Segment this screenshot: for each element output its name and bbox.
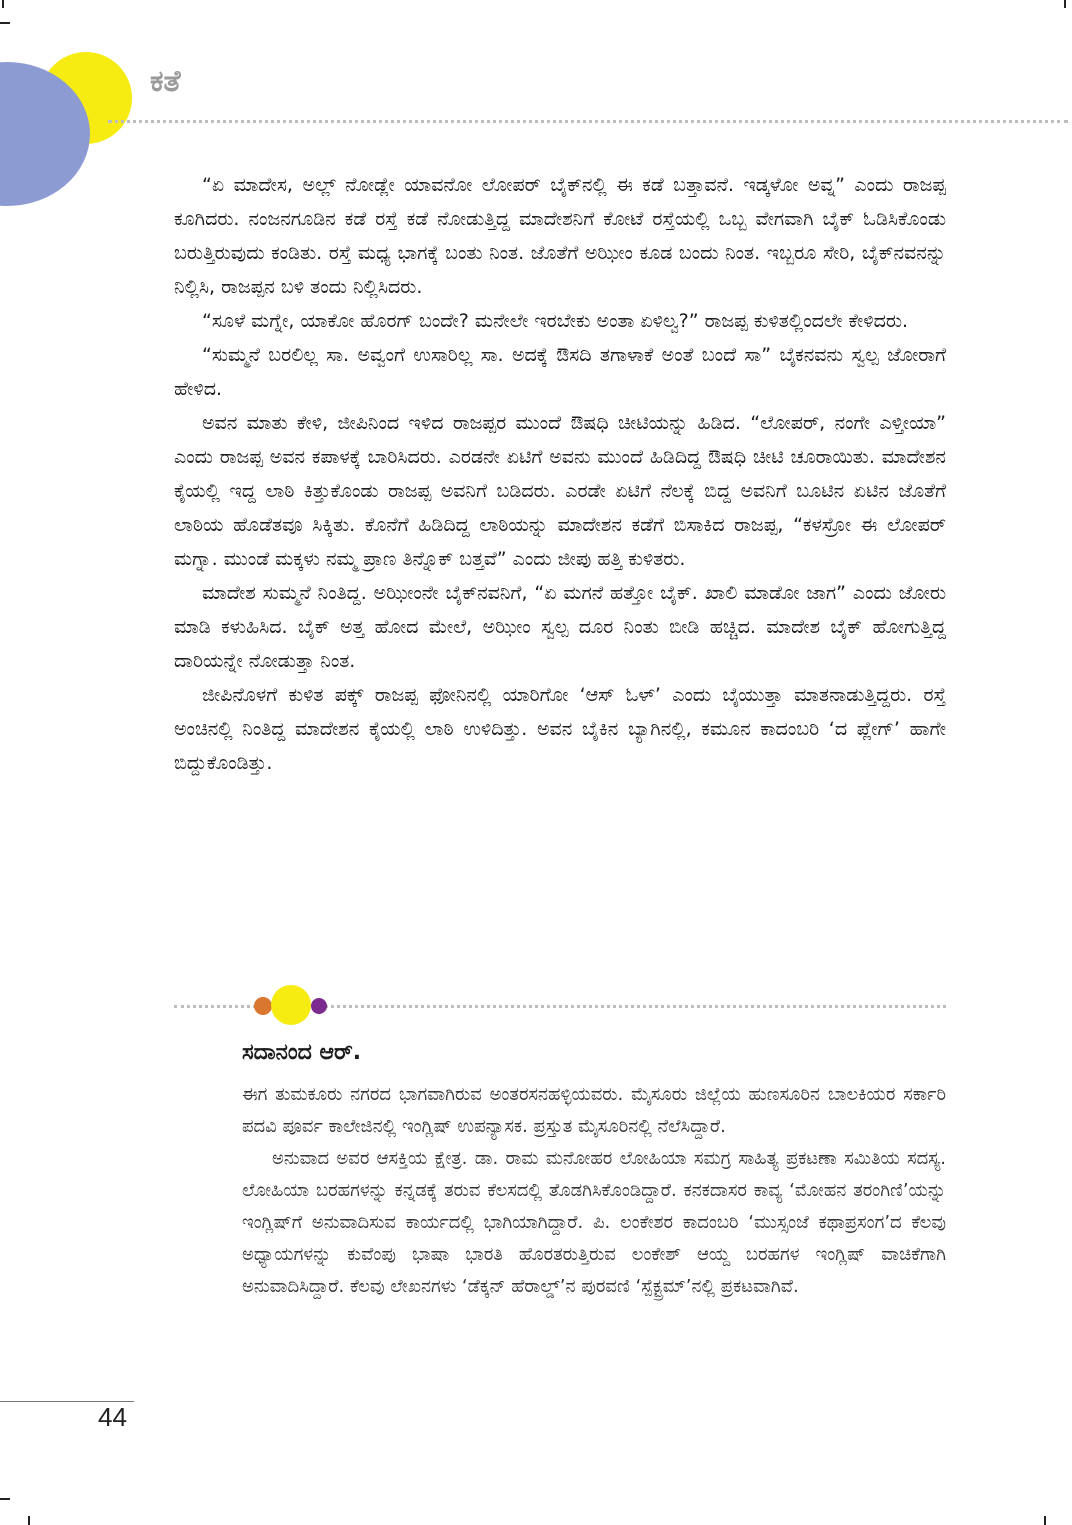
crop-mark: [0, 22, 10, 24]
crop-mark: [1064, 0, 1066, 8]
divider-dot-orange: [254, 997, 272, 1015]
story-body: [174, 168, 946, 780]
story-paragraph: “ಏ ಮಾದೇಸ, ಅಲ್ಲ್ ನೋಡ್ಲೇ ಯಾವನೋ ಲೋಪರ್ ಬೈಕ್‌ನಲ್ಲಿ ಈ ಕಡೆ ಬತ್ತಾವನೆ. ಇಡ್ಕಳೋ ಅವ್ನ” ಎಂದು ರಾಜಪ್ಪ ಕೂಗಿದರು. ನಂಜನಗೂಡಿನ ಕಡೆ ರಸ್ತೆ ಕಡೆ ನೋಡುತ್ತಿದ್ದ ಮಾದೇಶನಿಗೆ ಕೋಟೆ ರಸ್ತೆಯಲ್ಲಿ ಒಬ್ಬ ವೇಗವಾಗಿ ಬೈಕ್ ಓಡಿಸಿಕೊಂಡು ಬರುತ್ತಿರುವುದು ಕಂಡಿತು. ರಸ್ತೆ ಮಧ್ಯ ಭಾಗಕ್ಕೆ ಬಂತು ನಿಂತ. ಜೊತೆಗೆ ಅಝೀಂ ಕೂಡ ಬಂದು ನಿಂತ. ಇಬ್ಬರೂ ಸೇರಿ, ಬೈಕ್‌ನವನನ್ನು ನಿಲ್ಲಿಸಿ, ರಾಜಪ್ಪನ ಬಳಿ ತಂದು ನಿಲ್ಲಿಸಿದರು.: [174, 174, 946, 298]
divider-dot-purple: [311, 998, 327, 1014]
crop-mark: [0, 1498, 10, 1500]
author-paragraph: ಅನುವಾದ ಅವರ ಆಸಕ್ತಿಯ ಕ್ಷೇತ್ರ. ಡಾ. ರಾಮ ಮನೋಹರ ಲೋಹಿಯಾ ಸಮಗ್ರ ಸಾಹಿತ್ಯ ಪ್ರಕಟಣಾ ಸಮಿತಿಯ ಸದಸ್ಯ. ಲೋಹಿಯಾ ಬರಹಗಳನ್ನು ಕನ್ನಡಕ್ಕೆ ತರುವ ಕೆಲಸದಲ್ಲಿ ತೊಡಗಿಸಿಕೊಂಡಿದ್ದಾರೆ. ಕನಕದಾಸರ ಕಾವ್ಯ ‘ಮೋಹನ ತರಂಗಿಣಿ’ಯನ್ನು ಇಂಗ್ಲಿಷ್‌ಗೆ ಅನುವಾದಿಸುವ ಕಾರ್ಯದಲ್ಲಿ ಭಾಗಿಯಾಗಿದ್ದಾರೆ. ಪಿ. ಲಂಕೇಶರ ಕಾದಂಬರಿ ‘ಮುಸ್ಸಂಜೆ ಕಥಾಪ್ರಸಂಗ’ದ ಕೆಲವು ಅಧ್ಯಾಯಗಳನ್ನು ಕುವೆಂಪು ಭಾಷಾ ಭಾರತಿ ಹೊರತರುತ್ತಿರುವ ಲಂಕೇಶ್ ಆಯ್ದ ಬರಹಗಳ ಇಂಗ್ಲಿಷ್ ವಾಚಿಕೆಗಾಗಿ ಅನುವಾದಿಸಿದ್ದಾರೆ. ಕೆಲವು ಲೇಖನಗಳು ‘ಡೆಕ್ಕನ್ ಹೆರಾಲ್ಡ್’ನ ಪುರವಣಿ ‘ಸ್ಪೆಕ್ಟ್ರಮ್’ನಲ್ಲಿ ಪ್ರಕಟವಾಗಿವೆ.: [242, 1148, 946, 1297]
author-paragraph: ಈಗ ತುಮಕೂರು ನಗರದ ಭಾಗವಾಗಿರುವ ಅಂತರಸನಹಳ್ಳಿಯವರು. ಮೈಸೂರು ಜಿಲ್ಲೆಯ ಹುಣಸೂರಿನ ಬಾಲಕಿಯರ ಸರ್ಕಾರಿ ಪದವಿ ಪೂರ್ವ ಕಾಲೇಜಿನಲ್ಲಿ ಇಂಗ್ಲಿಷ್ ಉಪನ್ಯಾಸಕ. ಪ್ರಸ್ತುತ ಮೈಸೂರಿನಲ್ಲಿ ನೆಲೆಸಿದ್ದಾರೆ.: [242, 1084, 946, 1137]
crop-mark: [1044, 1516, 1046, 1525]
story-paragraph: ಜೀಪಿನೊಳಗೆ ಕುಳಿತ ಪಕ್ಕ್ ರಾಜಪ್ಪ ಫೋನಿನಲ್ಲಿ ಯಾರಿಗೋ ‘ಆಸ್ ಓಳ್’ ಎಂದು ಬೈಯುತ್ತಾ ಮಾತನಾಡುತ್ತಿದ್ದರು. ರಸ್ತೆ ಅಂಚಿನಲ್ಲಿ ನಿಂತಿದ್ದ ಮಾದೇಶನ ಕೈಯಲ್ಲಿ ಲಾಠಿ ಉಳಿದಿತ್ತು. ಅವನ ಬೈಕಿನ ಬ್ಯಾಗಿನಲ್ಲಿ, ಕಮೂನ ಕಾದಂಬರಿ ‘ದ ಪ್ಲೇಗ್’ ಹಾಗೇ ಬಿದ್ದುಕೊಂಡಿತ್ತು.: [174, 684, 946, 774]
section-title: ಕತೆ: [150, 64, 181, 99]
story-paragraph: “ಸೂಳೆ ಮಗ್ನೇ, ಯಾಕೋ ಹೊರಗ್ ಬಂದೇ? ಮನೇಲೇ ಇರಬೇಕು ಅಂತಾ ಏಳಿಲ್ವ?” ರಾಜಪ್ಪ ಕುಳಿತಲ್ಲಿಂದಲೇ ಕೇಳಿದರು.: [202, 310, 909, 332]
story-paragraph: ಅವನ ಮಾತು ಕೇಳಿ, ಜೀಪಿನಿಂದ ಇಳಿದ ರಾಜಪ್ಪರ ಮುಂದೆ ಔಷಧಿ ಚೀಟಿಯನ್ನು ಹಿಡಿದ. “ಲೋಪರ್, ನಂಗೇ ಎಳ್ತೀಯಾ” ಎಂದು ರಾಜಪ್ಪ ಅವನ ಕಪಾಳಕ್ಕೆ ಬಾರಿಸಿದರು. ಎರಡನೇ ಏಟಿಗೆ ಅವನು ಮುಂದೆ ಹಿಡಿದಿದ್ದ ಔಷಧಿ ಚೀಟಿ ಚೂರಾಯಿತು. ಮಾದೇಶನ ಕೈಯಲ್ಲಿ ಇದ್ದ ಲಾಠಿ ಕಿತ್ತುಕೊಂಡು ರಾಜಪ್ಪ ಅವನಿಗೆ ಬಡಿದರು. ಎರಡೇ ಏಟಿಗೆ ನೆಲಕ್ಕೆ ಬಿದ್ದ ಅವನಿಗೆ ಬೂಟಿನ ಏಟಿನ ಜೊತೆಗೆ ಲಾಠಿಯ ಹೊಡೆತವೂ ಸಿಕ್ಕಿತು. ಕೊನೆಗೆ ಹಿಡಿದಿದ್ದ ಲಾಠಿಯನ್ನು ಮಾದೇಶನ ಕಡೆಗೆ ಬಿಸಾಕಿದ ರಾಜಪ್ಪ, “ಕಳಸ್ರೋ ಈ ಲೋಪರ್ ಮಗ್ನಾ. ಮುಂಡೆ ಮಕ್ಕಳು ನಮ್ಮ ಪ್ರಾಣ ತಿನ್ನೊಕ್ ಬತ್ತವೆ” ಎಂದು ಜೀಪು ಹತ್ತಿ ಕುಳಿತರು.: [174, 412, 946, 570]
crop-mark: [28, 1516, 30, 1525]
divider-dot-yellow: [271, 985, 311, 1025]
story-paragraph: ಮಾದೇಶ ಸುಮ್ಮನೆ ನಿಂತಿದ್ದ. ಅಝೀಂನೇ ಬೈಕ್‌ನವನಿಗೆ, “ಏ ಮಗನೆ ಹತ್ತೋ ಬೈಕ್. ಖಾಲಿ ಮಾಡೋ ಜಾಗ” ಎಂದು ಜೋರು ಮಾಡಿ ಕಳುಹಿಸಿದ. ಬೈಕ್ ಅತ್ತ ಹೋದ ಮೇಲೆ, ಅಝೀಂ ಸ್ವಲ್ಪ ದೂರ ನಿಂತು ಬೀಡಿ ಹಚ್ಚಿದ. ಮಾದೇಶ ಬೈಕ್ ಹೋಗುತ್ತಿದ್ದ ದಾರಿಯನ್ನೇ ನೋಡುತ್ತಾ ನಿಂತ.: [174, 582, 946, 672]
author-bio: [242, 1040, 946, 1303]
story-paragraph: “ಸುಮ್ಮನೆ ಬರಲಿಲ್ಲ ಸಾ. ಅವ್ವಂಗೆ ಉಸಾರಿಲ್ಲ ಸಾ. ಅದಕ್ಕೆ ಔಸದಿ ತಗಾಳಾಕೆ ಅಂತೆ ಬಂದೆ ಸಾ” ಬೈಕನವನು ಸ್ವಲ್ಪ ಜೋರಾಗೆ ಹೇಳಿದ.: [174, 344, 946, 400]
author-name: ಸದಾನಂದ ಆರ್.: [242, 1040, 362, 1065]
page-number: 44: [98, 1402, 127, 1432]
header-divider: [108, 120, 1068, 123]
crop-mark: [2, 0, 4, 8]
